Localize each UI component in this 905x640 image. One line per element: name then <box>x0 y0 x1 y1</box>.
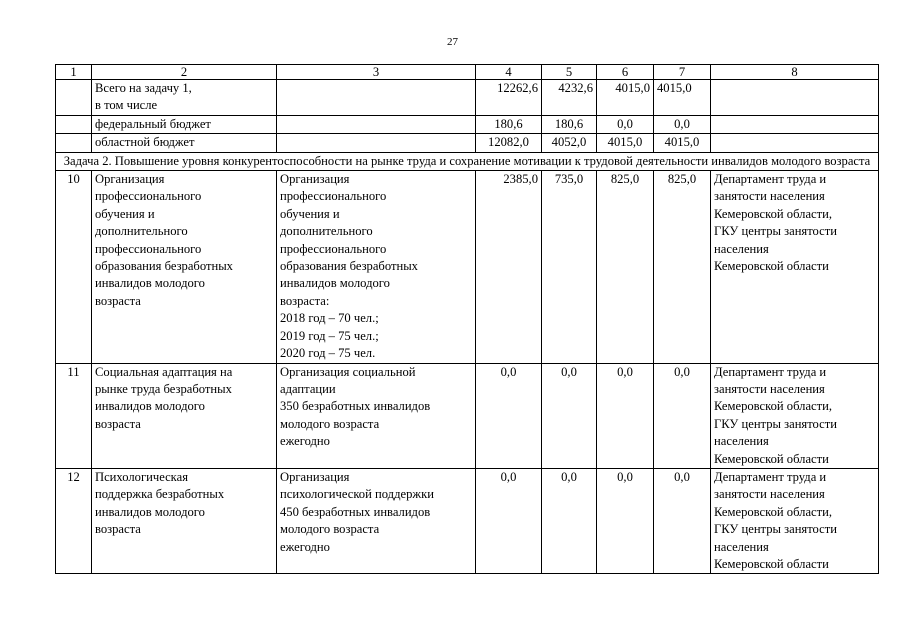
summary-value-col6: 0,0 <box>597 115 654 133</box>
executor: Департамент труда и занятости населения Кемеровской области, ГКУ центры занятости населения Кемеровской области <box>711 171 879 363</box>
summary-row-federal <box>56 115 879 133</box>
header-col-1: 1 <box>56 65 92 80</box>
row-number: 12 <box>56 468 92 573</box>
summary-value-col5: 4232,6 <box>542 80 597 116</box>
table-row <box>56 363 879 468</box>
program-table <box>55 64 879 574</box>
value-col4: 0,0 <box>476 363 542 468</box>
summary-row-total <box>56 80 879 116</box>
table-row <box>56 171 879 363</box>
value-col7: 0,0 <box>654 468 711 573</box>
empty-cell <box>56 80 92 116</box>
summary-label: областной бюджет <box>92 134 277 152</box>
empty-cell <box>277 80 476 116</box>
value-col6: 0,0 <box>597 363 654 468</box>
summary-row-regional <box>56 134 879 152</box>
activity-result: Организация социальной адаптации 350 безработных инвалидов молодого возраста ежегодно <box>277 363 476 468</box>
header-col-3: 3 <box>277 65 476 80</box>
value-col6: 0,0 <box>597 468 654 573</box>
activity-result: Организация профессионального обучения и дополнительного профессионального образования безработных инвалидов молодого возраста: 2018 год – 70 чел.; 2019 год – 75 чел.; 2020 год – 75 чел. <box>277 171 476 363</box>
page-number: 27 <box>447 36 458 48</box>
value-col5: 0,0 <box>542 468 597 573</box>
table-row <box>56 468 879 573</box>
summary-value-col5: 180,6 <box>542 115 597 133</box>
empty-cell <box>56 115 92 133</box>
summary-label: Всего на задачу 1, в том числе <box>92 80 277 116</box>
executor: Департамент труда и занятости населения Кемеровской области, ГКУ центры занятости населения Кемеровской области <box>711 468 879 573</box>
value-col7: 825,0 <box>654 171 711 363</box>
activity-name: Психологическая поддержка безработных инвалидов молодого возраста <box>92 468 277 573</box>
header-col-4: 4 <box>476 65 542 80</box>
summary-value-col7: 0,0 <box>654 115 711 133</box>
empty-cell <box>277 115 476 133</box>
empty-cell <box>711 115 879 133</box>
executor: Департамент труда и занятости населения Кемеровской области, ГКУ центры занятости населения Кемеровской области <box>711 363 879 468</box>
row-number: 10 <box>56 171 92 363</box>
summary-label: федеральный бюджет <box>92 115 277 133</box>
empty-cell <box>56 134 92 152</box>
value-col6: 825,0 <box>597 171 654 363</box>
empty-cell <box>711 134 879 152</box>
header-col-6: 6 <box>597 65 654 80</box>
summary-value-col4: 180,6 <box>476 115 542 133</box>
task2-title: Задача 2. Повышение уровня конкурентоспособности на рынке труда и сохранение мотивации к трудовой деятельности инвалидов молодого возраста <box>56 152 879 170</box>
header-row <box>56 65 879 80</box>
summary-value-col7: 4015,0 <box>654 80 711 116</box>
activity-name: Социальная адаптация на рынке труда безработных инвалидов молодого возраста <box>92 363 277 468</box>
activity-name: Организация профессионального обучения и дополнительного профессионального образования безработных инвалидов молодого возраста <box>92 171 277 363</box>
summary-value-col7: 4015,0 <box>654 134 711 152</box>
summary-value-col6: 4015,0 <box>597 80 654 116</box>
summary-value-col5: 4052,0 <box>542 134 597 152</box>
summary-value-col4: 12082,0 <box>476 134 542 152</box>
value-col4: 0,0 <box>476 468 542 573</box>
header-col-7: 7 <box>654 65 711 80</box>
empty-cell <box>711 80 879 116</box>
summary-value-col4: 12262,6 <box>476 80 542 116</box>
value-col4: 2385,0 <box>476 171 542 363</box>
header-col-5: 5 <box>542 65 597 80</box>
activity-result: Организация психологической поддержки 450 безработных инвалидов молодого возраста ежегодно <box>277 468 476 573</box>
value-col7: 0,0 <box>654 363 711 468</box>
task-heading-row <box>56 152 879 170</box>
header-col-2: 2 <box>92 65 277 80</box>
header-col-8: 8 <box>711 65 879 80</box>
empty-cell <box>277 134 476 152</box>
value-col5: 735,0 <box>542 171 597 363</box>
value-col5: 0,0 <box>542 363 597 468</box>
row-number: 11 <box>56 363 92 468</box>
summary-value-col6: 4015,0 <box>597 134 654 152</box>
